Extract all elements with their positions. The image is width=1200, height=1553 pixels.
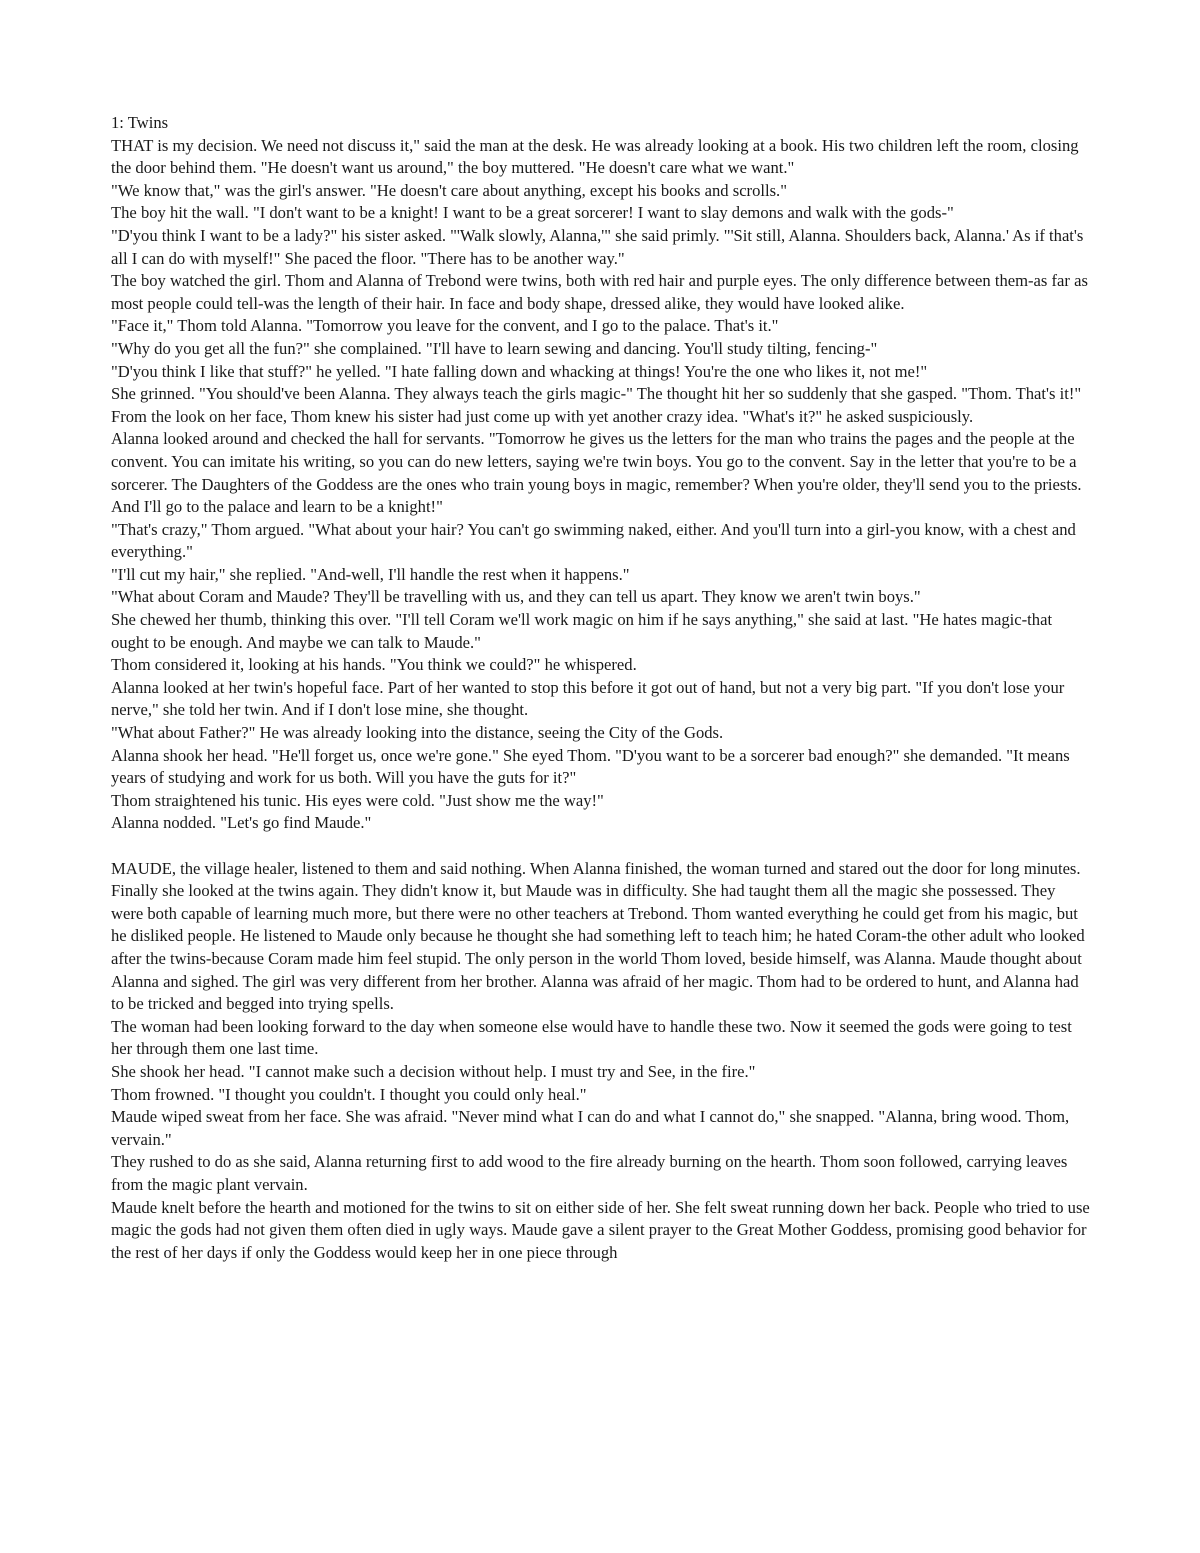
paragraph: Thom straightened his tunic. His eyes were cold. "Just show me the way!" — [111, 790, 604, 810]
paragraph: Alanna shook her head. "He'll forget us, once we're gone." She eyed Thom. "D'you want to be a sorcerer bad enough?" she demanded. "It means years of studying and work for us both. Will you have the guts for it?" — [111, 745, 1070, 788]
paragraph: She chewed her thumb, thinking this over. "I'll tell Coram we'll work magic on him if he says anything," she said at last. "He hates magic-that ought to be enough. And maybe we can talk to Maude." — [111, 610, 1053, 652]
paragraph: Alanna looked at her twin's hopeful face. Part of her wanted to stop this before it got out of hand, but not a very big part. "If you don't lose your nerve," she told her twin. And if I don't lose mine, she thought. — [111, 677, 1065, 720]
paragraph: She shook her head. "I cannot make such a decision without help. I must try and See, in the fire." — [111, 1061, 756, 1081]
paragraph: Alanna nodded. "Let's go find Maude." — [111, 813, 372, 833]
paragraph: "What about Father?" He was already looking into the distance, seeing the City of the Gods. — [111, 723, 724, 743]
chapter-heading: 1: Twins — [111, 113, 169, 132]
paragraph: Maude knelt before the hearth and motioned for the twins to sit on either side of her. She felt sweat running down her back. People who tried to use magic the gods had not given them often died in ugly ways. Maude gave a silent prayer to the Great Mother Goddess, promising good behavior for the rest of her days if only the Goddess would keep her in one piece through — [111, 1197, 1090, 1262]
paragraph: The boy hit the wall. "I don't want to be a knight! I want to be a great sorcerer! I want to slay demons and walk with the gods-" — [111, 203, 954, 223]
paragraph: They rushed to do as she said, Alanna returning first to add wood to the fire already burning on the hearth. Thom soon followed, carrying leaves from the magic plant vervain. — [111, 1152, 1068, 1194]
paragraph: "Face it," Thom told Alanna. "Tomorrow you leave for the convent, and I go to the palace. That's it." — [111, 316, 779, 336]
paragraph: Finally she looked at the twins again. They didn't know it, but Maude was in difficulty. She had taught them all the magic she possessed. They were both capable of learning much more, but there were no other teachers at Trebond. Thom wanted everything he could get from his magic, but he disliked people. He listened to Maude only because he thought she had something left to teach him; he hated Coram-the other adult who looked after the twins-because Coram made him feel stupid. The only person in the world Thom loved, beside himself, was Alanna. Maude thought about Alanna and sighed. The girl was very different from her brother. Alanna was afraid of her magic. Thom had to be ordered to hunt, and Alanna had to be tricked and begged into trying spells. — [111, 881, 1085, 1014]
paragraph: Maude wiped sweat from her face. She was afraid. "Never mind what I can do and what I cannot do," she snapped. "Alanna, bring wood. Thom, vervain." — [111, 1107, 1070, 1149]
paragraph: Thom considered it, looking at his hands. "You think we could?" he whispered. — [111, 655, 637, 675]
paragraph: The boy watched the girl. Thom and Alanna of Trebond were twins, both with red hair and purple eyes. The only difference between them-as far as most people could tell-was the length of their hair. In face and body shape, dressed alike, they would have looked alike. — [111, 271, 1088, 313]
document-page — [111, 112, 1091, 1264]
paragraph: "Why do you get all the fun?" she complained. "I'll have to learn sewing and dancing. You'll study tilting, fencing-" — [111, 338, 878, 358]
paragraph: Thom frowned. "I thought you couldn't. I thought you could only heal." — [111, 1084, 587, 1104]
paragraph: MAUDE, the village healer, listened to them and said nothing. When Alanna finished, the woman turned and stared out the door for long minutes. — [111, 858, 1081, 878]
paragraph: "We know that," was the girl's answer. "He doesn't care about anything, except his books and scrolls." — [111, 180, 787, 200]
scene-one — [111, 135, 1091, 835]
paragraph: Alanna looked around and checked the hall for servants. "Tomorrow he gives us the letters for the man who trains the pages and the people at the convent. You can imitate his writing, so you can do new letters, saying we're twin boys. You go to the convent. Say in the letter that you're to be a sorcerer. The Daughters of the Goddess are the ones who train young boys in magic, remember? When you're older, they'll send you to the priests. And I'll go to the palace and learn to be a knight!" — [111, 429, 1082, 517]
paragraph: From the look on her face, Thom knew his sister had just come up with yet another crazy idea. "What's it?" he asked suspiciously. — [111, 406, 974, 426]
paragraph: "D'you think I want to be a lady?" his sister asked. "'Walk slowly, Alanna,'" she said primly. "'Sit still, Alanna. Shoulders back, Alanna.' As if that's all I can do with myself!" She paced the floor. "There has to be another way." — [111, 225, 1084, 268]
paragraph: The woman had been looking forward to the day when someone else would have to handle these two. Now it seemed the gods were going to test her through them one last time. — [111, 1016, 1072, 1059]
paragraph: "That's crazy," Thom argued. "What about your hair? You can't go swimming naked, either. And you'll turn into a girl-you know, with a chest and everything." — [111, 519, 1076, 562]
scene-break — [111, 835, 1091, 858]
scene-two — [111, 858, 1091, 1265]
paragraph: She grinned. "You should've been Alanna. They always teach the girls magic-" The thought hit her so suddenly that she gasped. "Thom. That's it!" — [111, 384, 1082, 404]
paragraph: "D'you think I like that stuff?" he yelled. "I hate falling down and whacking at things! You're the one who likes it, not me!" — [111, 361, 928, 381]
paragraph: "What about Coram and Maude? They'll be travelling with us, and they can tell us apart. They know we aren't twin boys." — [111, 587, 921, 607]
paragraph: "I'll cut my hair," she replied. "And-well, I'll handle the rest when it happens." — [111, 564, 630, 584]
paragraph: THAT is my decision. We need not discuss it," said the man at the desk. He was already looking at a book. His two children left the room, closing the door behind them. "He doesn't want us around," the boy muttered. "He doesn't care what we want." — [111, 135, 1079, 178]
